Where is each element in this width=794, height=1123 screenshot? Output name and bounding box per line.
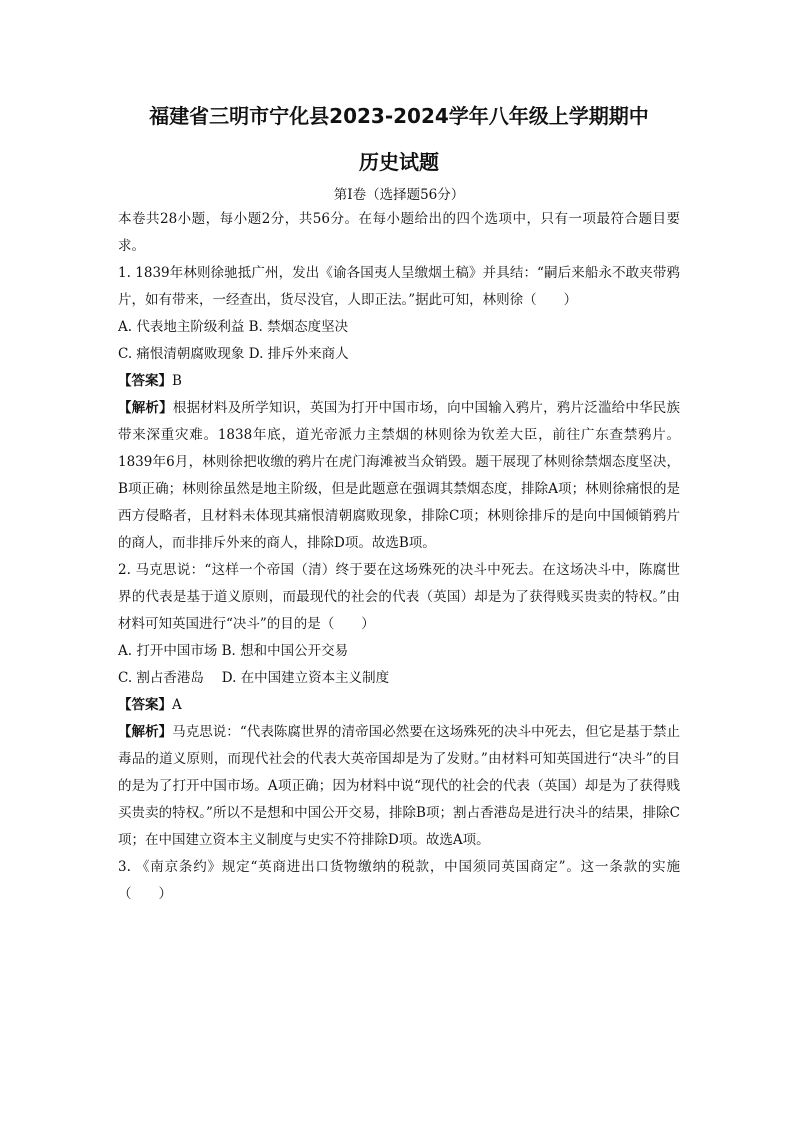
analysis-tag: 【解析】 — [118, 724, 173, 740]
document-title-line1: 福建省三明市宁化县2023-2024学年八年级上学期期中 — [149, 104, 649, 128]
answer-line — [118, 368, 680, 395]
analysis-paragraph — [118, 719, 680, 854]
question-options-row-1: A. 打开中国市场 B. 想和中国公开交易 — [118, 643, 349, 659]
question-stem: 3. 《南京条约》规定“英商进出口货物缴纳的税款，中国须同英国商定”。这一条款的实施（ ） — [118, 859, 680, 902]
analysis-text: 根据材料及所学知识，英国为打开中国市场，向中国输入鸦片，鸦片泛滥给中华民族带来深重灾难。1838年底，道光帝派力主禁烟的林则徐为钦差大臣，前往广东查禁鸦片。1839年6月，林则徐把收缴的鸦片在虎门海滩被当众销毁。题干展现了林则徐禁烟态度坚决，B项正确；林则徐虽然是地主阶级，但是此题意在强调其禁烟态度，排除A项；林则徐痛恨的是西方侵略者，且材料未体现其痛恨清朝腐败现象，排除C项；林则徐排斥的是向中国倾销鸦片的商人，而非排斥外来的商人，排除D项。故选B项。 — [118, 400, 681, 551]
answer-tag: 【答案】 — [118, 697, 172, 713]
analysis-tag: 【解析】 — [118, 400, 173, 416]
question-options-row-1: A. 代表地主阶级利益 B. 禁烟态度坚决 — [118, 319, 349, 335]
question-stem: 2. 马克思说：“这样一个帝国（清）终于要在这场殊死的决斗中死去。在这场决斗中，陈腐世界的代表是基于道义原则，而最现代的社会的代表（英国）却是为了获得贱买贵卖的特权。”由材料可知英国进行“决斗”的目的是（ ） — [118, 562, 680, 632]
question-options-row-2: C. 痛恨清朝腐败现象 D. 排斥外来商人 — [118, 346, 349, 362]
answer-value: A — [172, 697, 182, 713]
answer-value: B — [172, 373, 182, 389]
section-heading: 第Ⅰ卷（选择题56分） — [333, 187, 465, 203]
analysis-paragraph — [118, 395, 680, 557]
answer-tag: 【答案】 — [118, 373, 172, 389]
question-2 — [118, 557, 680, 854]
document-title-line2: 历史试题 — [359, 150, 439, 174]
document-page — [118, 100, 680, 908]
question-1 — [118, 260, 680, 557]
question-stem: 1. 1839年林则徐驰抵广州，发出《谕各国夷人呈缴烟土稿》并具结：“嗣后来船永不敢夹带鸦片，如有带来，一经查出，货尽没官，人即正法。”据此可知，林则徐（ ） — [118, 265, 680, 308]
analysis-text: 马克思说：“代表陈腐世界的清帝国必然要在这场殊死的决斗中死去，但它是基于禁止毒品的道义原则，而现代社会的代表大英帝国却是为了发财。”由材料可知英国进行“决斗”的目的是为了打开中国市场。A项正确；因为材料中说“现代的社会的代表（英国）却是为了获得贱买贵卖的特权。”所以不是想和中国公开交易，排除B项；割占香港岛是进行决斗的结果，排除C项；在中国建立资本主义制度与史实不符排除D项。故选A项。 — [118, 724, 680, 848]
instructions: 本卷共28小题，每小题2分，共56分。在每小题给出的四个选项中，只有一项最符合题目要求。 — [118, 211, 680, 254]
question-options-row-2: C. 割占香港岛 D. 在中国建立资本主义制度 — [118, 670, 390, 686]
question-3 — [118, 854, 680, 908]
answer-line — [118, 692, 680, 719]
